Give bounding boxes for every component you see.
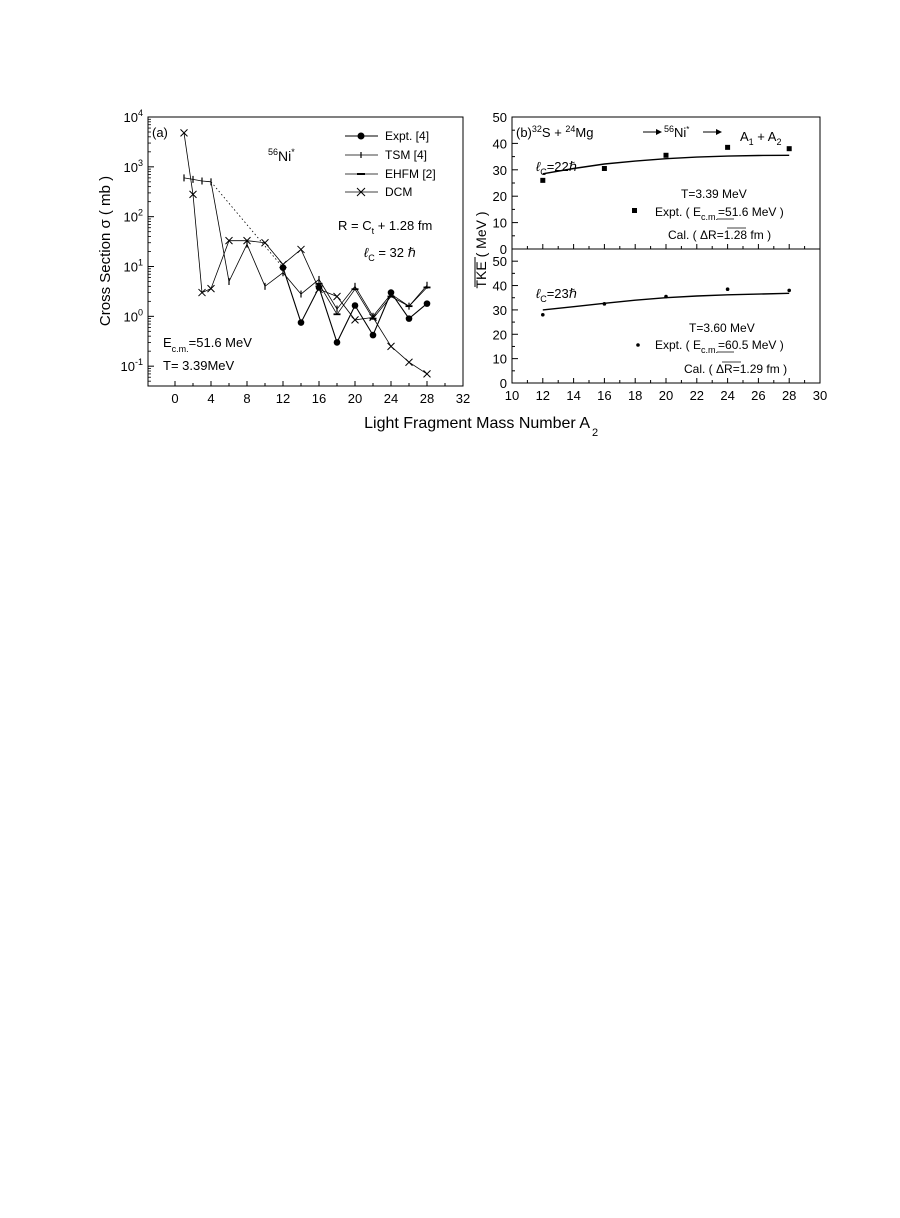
data-point-expt xyxy=(370,332,377,339)
x-tick-label-a: 20 xyxy=(347,391,363,406)
expt-point-dot xyxy=(541,313,545,317)
legend-label-expt: Expt. [4] xyxy=(385,129,430,143)
legend-marker-expt xyxy=(358,133,365,140)
data-point-dcm xyxy=(334,293,341,300)
expt-legend-lower: Expt. ( $E_{c.m.}=60.5$ MeV ) xyxy=(655,338,784,355)
x-axis-label: Light Fragment Mass Number A xyxy=(364,415,590,432)
reaction-fragments: $A_1 + A_2$ xyxy=(740,129,782,147)
legend-label-ehfm: EHFM [2] xyxy=(385,167,436,181)
panel-a-label: (a) xyxy=(152,125,168,140)
y-tick-label-b: 30 xyxy=(492,162,507,178)
y-tick-label-b: 50 xyxy=(492,254,507,270)
panel-b xyxy=(473,110,827,403)
y-tick-label-a: $10^1$ xyxy=(123,257,143,275)
data-point-expt xyxy=(352,302,359,309)
y-tick-label-a: $10^2$ xyxy=(123,207,143,225)
reaction-arrow-2 xyxy=(703,129,722,135)
expt-point-dot xyxy=(664,295,668,299)
x-tick-label-a: 12 xyxy=(275,391,291,406)
temperature-annotation: T= 3.39MeV xyxy=(163,358,235,373)
x-tick-label-b: 14 xyxy=(566,388,581,403)
y-tick-label-b: 0 xyxy=(499,376,507,391)
x-axis-label-subscript: 2 xyxy=(592,427,599,439)
expt-point-square xyxy=(787,146,792,151)
y-tick-label-b: 10 xyxy=(492,215,507,231)
expt-point-dot xyxy=(603,302,607,306)
temperature-lower: T=3.60 MeV xyxy=(689,321,755,335)
legend-label-dcm: DCM xyxy=(385,185,413,199)
calculation-curve xyxy=(543,155,789,174)
x-tick-label-b: 30 xyxy=(812,388,828,403)
data-point-expt xyxy=(334,339,341,346)
data-point-dcm xyxy=(424,370,431,377)
expt-legend-marker-lower xyxy=(636,343,640,347)
data-point-expt xyxy=(424,300,431,307)
expt-legend-marker-upper xyxy=(632,208,637,213)
y-tick-label-a: $10^3$ xyxy=(123,157,143,175)
y-tick-label-b: 20 xyxy=(492,189,507,205)
expt-legend-upper: Expt. ( $E_{c.m.}=51.6$ MeV ) xyxy=(655,205,784,222)
panel-a-x-ticks xyxy=(171,381,470,406)
radius-annotation: $R = C_t + 1.28$ fm xyxy=(338,218,433,236)
expt-point-square xyxy=(540,178,545,183)
expt-point-square xyxy=(602,166,607,171)
expt-point-square xyxy=(725,145,730,150)
panel-a-y-ticks xyxy=(121,108,154,381)
x-tick-label-b: 26 xyxy=(751,388,766,403)
x-tick-label-b: 12 xyxy=(535,388,551,403)
y-tick-label-b: 40 xyxy=(492,278,507,294)
panel-b-ticks xyxy=(493,110,828,403)
lc-annotation: ℓ$_C$ = 32 ℏ xyxy=(364,245,416,263)
cal-legend-lower: Cal. ( ΔR=1.29 fm ) xyxy=(684,362,788,376)
data-point-dcm xyxy=(298,246,305,253)
y-tick-label-a: $10^{-1}$ xyxy=(120,357,143,375)
dotted-connector xyxy=(211,182,283,268)
data-point-dcm xyxy=(406,359,413,366)
temperature-upper: T=3.39 MeV xyxy=(681,187,747,201)
x-tick-label-b: 18 xyxy=(627,388,643,403)
x-tick-label-b: 28 xyxy=(781,388,797,403)
expt-point-square xyxy=(664,153,669,158)
expt-point-dot xyxy=(787,289,791,293)
x-tick-label-a: 0 xyxy=(171,391,179,406)
x-tick-label-b: 24 xyxy=(720,388,735,403)
nucleus-label: $^{56}$Ni* xyxy=(268,147,295,164)
legend xyxy=(345,129,436,199)
x-tick-label-a: 4 xyxy=(207,391,215,406)
ecm-annotation: $E_{c.m.}=51.6$ MeV xyxy=(163,335,252,354)
x-tick-label-a: 8 xyxy=(243,391,251,406)
reaction-product: $^{56}$Ni* xyxy=(664,124,690,140)
lc-annotation-upper: ℓ$_C$=22ℏ xyxy=(536,159,577,177)
x-tick-label-a: 28 xyxy=(419,391,435,406)
cal-legend-upper: Cal. ( ΔR=1.28 fm ) xyxy=(668,228,772,242)
panel-a-y-axis-label: Cross Section σ ( mb ) xyxy=(97,175,114,327)
panel-a xyxy=(97,108,470,406)
y-tick-label-b: 30 xyxy=(492,302,507,318)
reaction-label: $(b)^{32}S + ^{24}Mg$ xyxy=(516,124,594,140)
x-tick-label-a: 32 xyxy=(455,391,471,406)
x-tick-label-b: 16 xyxy=(597,388,612,403)
y-tick-label-b: 10 xyxy=(492,351,507,367)
x-tick-label-b: 22 xyxy=(689,388,705,403)
y-tick-label-a: $10^0$ xyxy=(123,307,143,325)
x-tick-label-b: 20 xyxy=(658,388,674,403)
y-tick-label-b: 0 xyxy=(499,242,507,257)
x-tick-label-a: 16 xyxy=(311,391,327,406)
lc-annotation-lower: ℓ$_C$=23ℏ xyxy=(536,286,577,304)
y-tick-label-a: $10^4$ xyxy=(123,108,143,125)
data-point-dcm xyxy=(388,343,395,350)
expt-point-dot xyxy=(726,287,730,291)
y-tick-label-b: 50 xyxy=(492,110,507,125)
x-tick-label-b: 10 xyxy=(504,388,520,403)
y-tick-label-b: 40 xyxy=(492,136,507,152)
y-tick-label-b: 20 xyxy=(492,327,507,343)
data-point-dcm xyxy=(208,285,215,292)
panel-b-y-axis-label: TKE ( MeV ) xyxy=(473,211,489,289)
data-point-expt xyxy=(298,319,305,326)
x-tick-label-a: 24 xyxy=(383,391,399,406)
data-point-expt xyxy=(406,315,413,322)
reaction-arrow-1 xyxy=(643,129,662,135)
legend-label-tsm: TSM [4] xyxy=(385,148,428,162)
